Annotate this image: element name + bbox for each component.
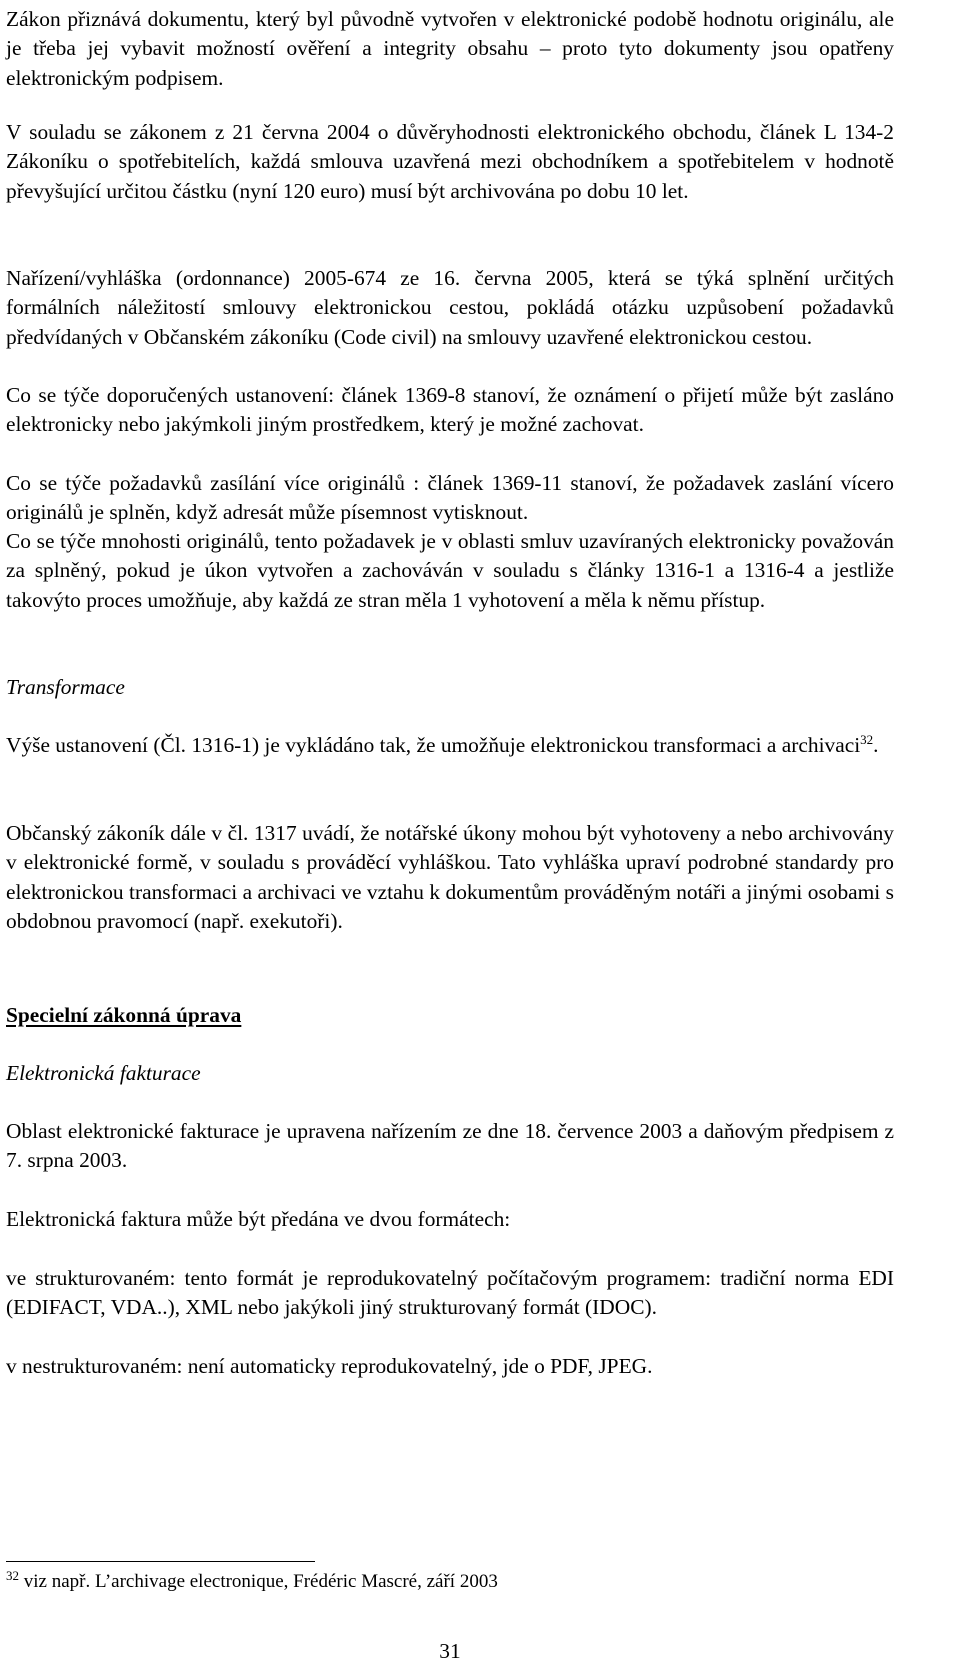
paragraph-archiving-law: V souladu se zákonem z 21 června 2004 o důvěryhodnosti elektronického obchodu, článek L 134-2 Zákoníku o spotřebitelích, každá smlouva uzavřená mezi obchodníkem a spotřebitelem v hodnotě převyšující určitou částku (nyní 120 euro) musí být archivována po dobu 10 let.: [6, 120, 894, 203]
footnote-number: 32: [6, 1568, 19, 1583]
paragraph-civil-code-notary: Občanský zákoník dále v čl. 1317 uvádí, že notářské úkony mohou být vyhotoveny a nebo archivovány v elektronické formě, v souladu s prováděcí vyhláškou. Tato vyhláška upraví podrobné standardy pro elektronickou transformaci a archivaci ve vztahu k dokumentům prováděným notáři a jinými osobami s obdobnou pravomocí (např. exekutoři).: [6, 821, 894, 933]
heading-transformace: Transformace: [6, 675, 125, 699]
paragraph-intro: Zákon přiznává dokumentu, který byl původně vytvořen v elektronické podobě hodnotu originálu, ale je třeba jej vybavit možností ověření a integrity obsahu – proto tyto dokumenty jsou opatřeny elektronickým podpisem.: [6, 7, 894, 90]
paragraph-multiple-originals: Co se týče požadavků zasílání více originálů : článek 1369-11 stanoví, že požadavek zaslání vícero originálů je splněn, když adresát může písemnost vytisknout.: [6, 471, 894, 525]
heading-special-legislation: Specielní zákonná úprava: [6, 1003, 242, 1027]
paragraph-invoice-formats: Elektronická faktura může být předána ve dvou formátech:: [6, 1207, 511, 1231]
page-number: 31: [439, 1639, 461, 1663]
paragraph-recommended-provisions: Co se týče doporučených ustanovení: článek 1369-8 stanoví, že oznámení o přijetí může být zasláno elektronicky nebo jakýmkoli jiným prostředkem, který je možné zachovat.: [6, 383, 894, 437]
heading-electronic-invoicing: Elektronická fakturace: [6, 1061, 201, 1085]
paragraph-invoicing-regulation: Oblast elektronické fakturace je upravena nařízením ze dne 18. července 2003 a daňovým předpisem z 7. srpna 2003.: [6, 1119, 894, 1173]
footnote-reference: 32: [860, 732, 874, 747]
footnote: [6, 1569, 498, 1595]
paragraph-transformation-text: Výše ustanovení (Čl. 1316-1) je vykládáno tak, že umožňuje elektronickou transformaci a archivaci: [6, 733, 861, 757]
paragraph-ordonnance: Nařízení/vyhláška (ordonnance) 2005-674 ze 16. června 2005, která se týká splnění určitých formálních náležitostí smlouvy elektronickou cestou, pokládá otázku uzpůsobení požadavků předvídaných v Občanském zákoníku (Code civil) na smlouvy uzavřené elektronickou cestou.: [6, 266, 894, 349]
footnote-separator: [6, 1561, 315, 1562]
paragraph-transformation: [6, 731, 894, 760]
paragraph-unstructured-format: v nestrukturovaném: není automaticky reprodukovatelný, jde o PDF, JPEG.: [6, 1354, 653, 1378]
paragraph-plurality-originals: Co se týče mnohosti originálů, tento požadavek je v oblasti smluv uzavíraných elektronicky považován za splněný, pokud je úkon vytvořen a zachováván v souladu s články 1316-1 a 1316-4 a jestliže takovýto proces umožňuje, aby každá ze stran měla 1 vyhotovení a měla k němu přístup.: [6, 529, 894, 612]
paragraph-transformation-end: .: [873, 733, 879, 757]
paragraph-structured-format: ve strukturovaném: tento formát je reprodukovatelný počítačovým programem: tradiční norma EDI (EDIFACT, VDA..), XML nebo jakýkoli jiný strukturovaný formát (IDOC).: [6, 1266, 894, 1320]
footnote-text: viz např. L’archivage electronique, Frédéric Mascré, září 2003: [19, 1571, 498, 1592]
